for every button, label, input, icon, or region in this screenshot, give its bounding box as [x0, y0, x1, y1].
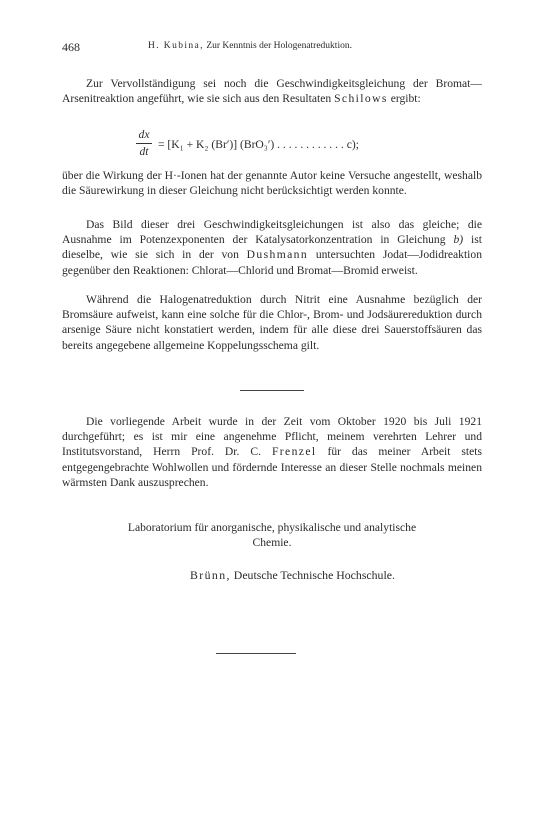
running-title: Zur Kenntnis der Hologenatreduktion. [206, 41, 352, 51]
paragraph-2-text: Das Bild dieser drei Geschwindigkeitsgleichungen ist also das gleiche; die Ausnahme im Potenzexponenten der Katalysatorkonzentration in Gleichung [62, 218, 482, 247]
city-name: Brünn, [190, 568, 231, 582]
intro-paragraph [62, 76, 482, 106]
paragraph-2-text-end: untersuchten Jodat—Jodidreaktion gegenüber den Reaktionen: Chlorat—Chlorid und Bromat—Bromid erweist. [62, 248, 482, 277]
institution-line [190, 568, 395, 583]
acknowledgement-text: Die vorliegende Arbeit wurde in der Zeit vom Oktober 1920 bis Juli 1921 durchgeführt; es ist mir eine angenehme Pflicht, meinem verehrten Lehrer und Institutsvorstand, Herrn Prof. Dr. C. [62, 415, 482, 459]
end-divider [216, 653, 296, 654]
equation-denominator: dt [139, 145, 149, 158]
paragraph-2-text-mid: ist dieselbe, wie sie sich in der von [62, 233, 482, 262]
fraction-bar [136, 143, 152, 144]
equation-fraction [136, 128, 152, 159]
acknowledgement-text-end: für das meiner Arbeit stets entgegengebrachte Wohlwollen und fördernde Interesse an dieser Stelle nochmals meinen wärmsten Dank auszusprechen. [62, 445, 482, 489]
paragraph-1-text: über die Wirkung der H·-Ionen hat der genannte Autor keine Versuche angestellt, weshalb die Säurewirkung in dieser Gleichung nicht berücksichtigt werden konnte. [62, 169, 482, 198]
author-name: Schilows [334, 92, 388, 106]
equation-numerator: dx [138, 128, 150, 141]
equation-rhs: = [K₁ + K₂ (Br′)] (BrO₃′) . . . . . . . . . . . . c); [158, 138, 359, 151]
author-name: Frenzel [271, 445, 317, 459]
paragraph-3 [62, 292, 482, 353]
intro-text-end: ergibt: [390, 92, 421, 106]
laboratory-line-2: Chemie. [252, 536, 292, 549]
author-name: Dushmann [246, 248, 309, 262]
section-divider [240, 390, 304, 391]
running-author: H. Kubina, [148, 41, 204, 51]
equation-reference: b) [453, 233, 464, 247]
acknowledgement-paragraph [62, 414, 482, 490]
paragraph-2 [62, 217, 482, 278]
laboratory-affiliation [62, 520, 482, 550]
paragraph-3-text: Während die Halogenatreduktion durch Nitrit eine Ausnahme bezüglich der Bromsäure aufweist, kann eine solche für die Chlor-, Brom- und Jodsäurereduktion durch arsenige Säure nicht konstatiert werden, indem für alle diese drei Sauerstoffsäuren das bereits angegebene allgemeine Koppelungsschema gilt. [62, 293, 482, 352]
institution-name: Deutsche Technische Hochschule. [233, 568, 395, 582]
page-number: 468 [62, 40, 80, 54]
running-head [148, 41, 352, 51]
intro-text: Zur Vervollständigung sei noch die Geschwindigkeitsgleichung der Bromat—Arsenitreaktion angeführt, wie sie sich aus den Resultaten [62, 77, 482, 106]
rate-equation [136, 128, 486, 164]
laboratory-line: Laboratorium für anorganische, physikalische und analytische [127, 521, 417, 534]
paragraph-1 [62, 168, 482, 198]
